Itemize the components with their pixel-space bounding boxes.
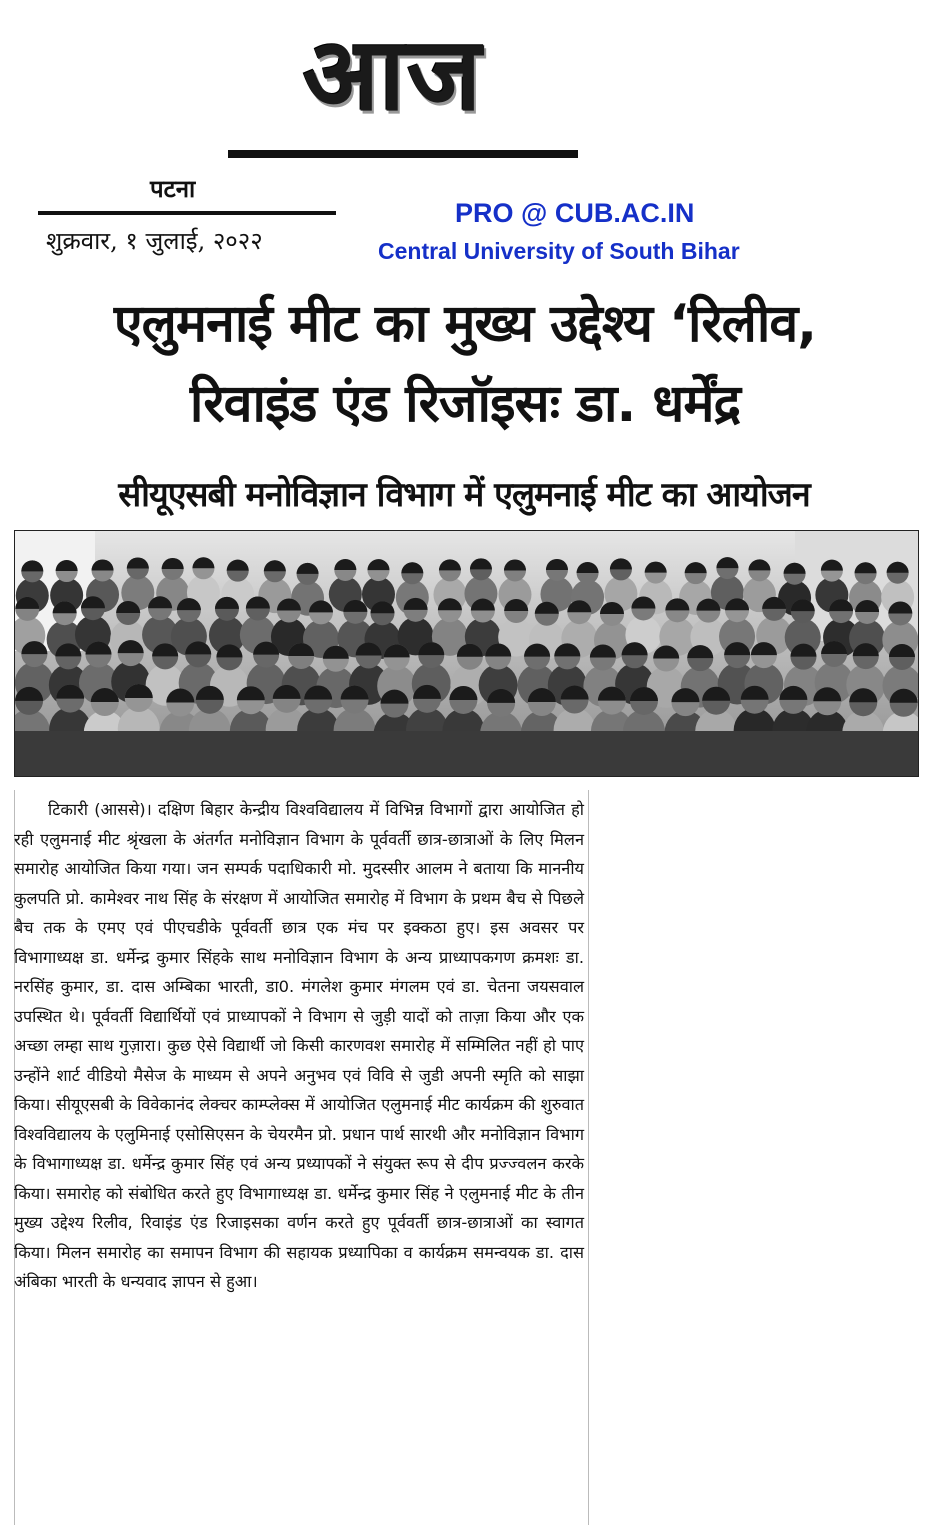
masthead-rule xyxy=(228,150,578,158)
publication-date: शुक्रवार, १ जुलाई, २०२२ xyxy=(46,227,263,255)
article-body: टिकारी (आससे)। दक्षिण बिहार केन्द्रीय विश्वविद्यालय में विभिन्न विभागों द्वारा आयोजित हो रही एलुमनाई मीट श्रृंखला के अंतर्गत मनोविज्ञान विभाग के पूर्ववर्ती छात्र-छात्राओं के लिए मिलन समारोह आयोजित किया गया। जन सम्पर्क पदाधिकारी मो. मुदस्सीर आलम ने बताया कि माननीय कुलपति प्रो. कामेश्वर नाथ सिंह के संरक्षण में आयोजित समारोह में विभाग के प्रथम बैच से पिछले बैच तक के एमए एवं पीएचडीके पूर्ववर्ती छात्र एक मंच पर इक्कठा हुए। इस अवसर पर विभागाध्यक्ष डा. धर्मेन्द्र कुमार सिंहके साथ मनोविज्ञान विभाग के अन्य प्राध्यापकगण क्रमशः डा. नरसिंह कुमार, डा. दास अम्बिका भारती, डा0. मंगलेश कुमार मंगलम एवं डा. चेतना जयसवाल उपस्थित थे। पूर्ववर्ती विद्यार्थियों एवं प्राध्यापकों ने विभाग से जुड़ी यादों को ताज़ा किया और एक अच्छा लम्हा साथ गुज़ारा। कुछ ऐसे विद्यार्थी जो किसी कारणवश समारोह में सम्मिलित नहीं हो पाए उन्होंने शार्ट वीडियो मैसेज के माध्यम से अपने अनुभव एवं विवि से जुडी अपनी स्मृति को साझा किया। सीयूएसबी के विवेकानंद लेक्चर काम्प्लेक्स में आयोजित एलुमनाई मीट कार्यक्रम की शुरुवात विश्वविद्यालय के एलुमिनाई एसोसिएसन के चेयरमैन प्रो. प्रधान पार्थ सारथी और मनोविज्ञान विभाग के विभागाध्यक्ष डा. धर्मेन्द्र कुमार सिंह एवं अन्य प्रध्यापकों ने संयुक्त रूप से दीप प्रज्ज्वलन करके किया। समारोह को संबोधित करते हुए विभागाध्यक्ष डा. धर्मेन्द्र कुमार सिंह ने एलुमनाई मीट के तीन मुख्य उद्देश्य रिलीव, रिवाइंड एंड रिजाइसका वर्णन करते हुए पूर्ववर्ती छात्र-छात्राओं का स्वागत किया। मिलन समारोह का समापन विभाग की सहायक प्रध्यापिका व कार्यक्रम समन्वयक डा. दास अंबिका भारती के धन्यवाद ज्ञापन से हुआ। xyxy=(14,800,584,1291)
newspaper-logo: आज xyxy=(302,15,484,133)
edition-city: पटना xyxy=(150,175,196,203)
university-name: Central University of South Bihar xyxy=(378,238,740,264)
newspaper-masthead xyxy=(215,14,595,154)
group-photo-illustration xyxy=(15,531,918,776)
edition-rule xyxy=(38,211,336,215)
headline-line-1: एलुमनाई मीट का मुख्य उद्देश्य ‘रिलीव, xyxy=(113,294,817,354)
pro-email: PRO @ CUB.AC.IN xyxy=(455,198,695,228)
group-photo xyxy=(14,530,919,777)
column-rule-right xyxy=(588,790,589,1525)
headline-line-2: रिवाइंड एंड रिजॉइसः डा. धर्मेंद्र xyxy=(189,374,741,434)
subheadline: सीयूएसबी मनोविज्ञान विभाग में एलुमनाई मीट का आयोजन xyxy=(118,475,810,515)
